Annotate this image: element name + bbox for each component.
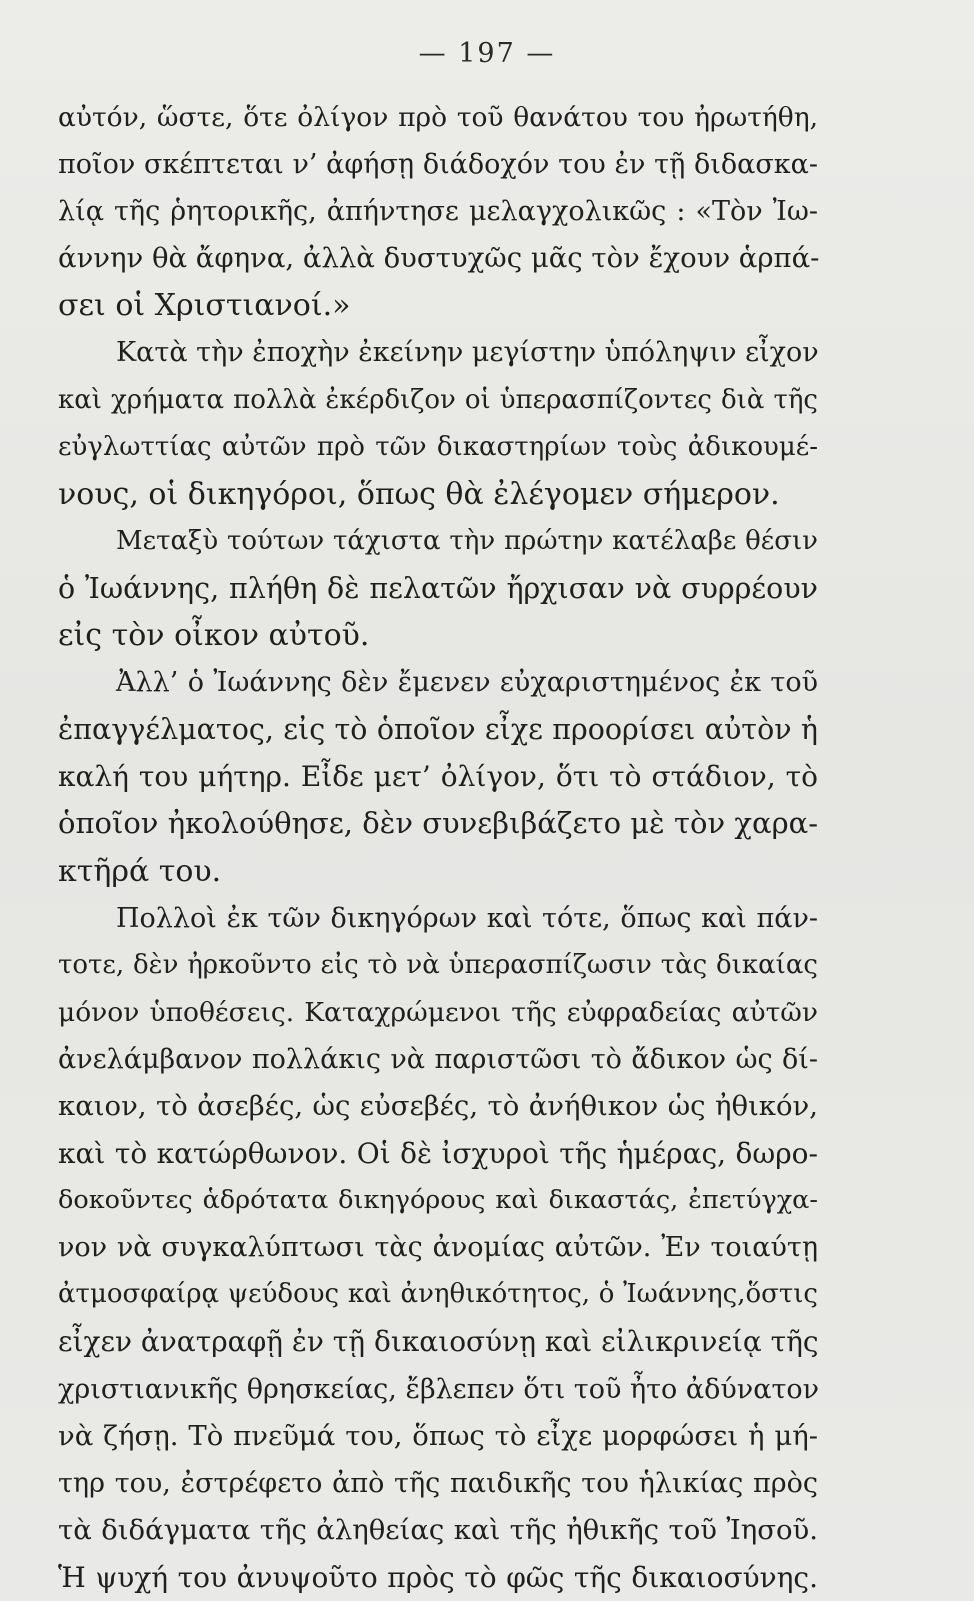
text-line: καὶ τὸ κατώρθωνον. Οἱ δὲ ἰσχυροὶ τῆς ἡμέρας, δωρο- (58, 1137, 818, 1171)
text-line: δοκοῦντες ἁδρότατα δικηγόρους καὶ δικαστάς, ἐπετύγχα- (58, 1185, 818, 1216)
text-line: κτῆρά του. (58, 853, 222, 889)
text-line: τηρ του, ἐστρέφετο ἀπὸ τῆς παιδικῆς του ἡλικίας πρὸς (58, 1467, 818, 1499)
page-number: — 197 — (418, 38, 556, 69)
text-line: νους, οἱ δικηγόροι, ὅπως θὰ ἐλέγομεν σήμερον. (58, 476, 780, 512)
body-text (58, 94, 818, 1601)
text-line: ποῖον σκέπτεται ν’ ἀφήσῃ διάδοχόν του ἐν τῇ διδασκα- (58, 149, 818, 181)
text-line: ὁποῖον ἠκολούθησε, δὲν συνεβιβάζετο μὲ τὸν χαρα- (58, 806, 818, 841)
text-line: νον νὰ συγκαλύπτωσι τὰς ἀνομίας αὐτῶν. Ἐν τοιαύτῃ (58, 1232, 818, 1264)
text-line: εὐγλωττίας αὐτῶν πρὸ τῶν δικαστηρίων τοὺς ἀδικουμέ- (58, 431, 818, 462)
text-line: ἐπαγγέλματος, εἰς τὸ ὁποῖον εἶχε προορίσει αὐτὸν ἡ (58, 713, 818, 747)
text-line: τοτε, δὲν ἠρκοῦντο εἰς τὸ νὰ ὑπερασπίζωσιν τὰς δικαίας (58, 949, 818, 980)
text-line: λίᾳ τῆς ῥητορικῆς, ἀπήντησε μελαγχολικῶς : «Τὸν Ἰω- (58, 196, 818, 228)
text-line: Κατὰ τὴν ἐποχὴν ἐκείνην μεγίστην ὑπόληψιν εἶχον (116, 337, 819, 369)
text-line: αὐτόν, ὥστε, ὅτε ὀλίγον πρὸ τοῦ θανάτου του ἠρωτήθη, (58, 102, 818, 133)
text-line: Μεταξὺ τούτων τάχιστα τὴν πρώτην κατέλαβε θέσιν (116, 525, 818, 556)
text-line: καλή του μήτηρ. Εἶδε μετ’ ὀλίγον, ὅτι τὸ στάδιον, τὸ (58, 760, 818, 794)
text-line: Ἡ ψυχή του ἀνυψοῦτο πρὸς τὸ φῶς τῆς δικαιοσύνης. (58, 1560, 818, 1594)
text-line: ἀτμοσφαίρᾳ ψεύδους καὶ ἀνηθικότητος, ὁ Ἰωάννης,ὅστις (58, 1279, 818, 1310)
text-line: καιον, τὸ ἀσεβές, ὡς εὐσεβές, τὸ ἀνήθικον ὡς ἠθικόν, (58, 1089, 818, 1122)
text-line: νὰ ζήσῃ. Τὸ πνεῦμά του, ὅπως τὸ εἶχε μορφώσει ἡ μή- (58, 1419, 818, 1452)
text-line: άννην θὰ ἄφηνα, ἀλλὰ δυστυχῶς μᾶς τὸν ἔχουν ἁρπά- (58, 242, 820, 275)
text-line: εἰς τὸν οἶκον αὐτοῦ. (58, 618, 370, 654)
text-line: ὁ Ἰωάννης, πλήθη δὲ πελατῶν ἤρχισαν νὰ συρρέουν (58, 571, 818, 605)
text-line: Πολλοὶ ἐκ τῶν δικηγόρων καὶ τότε, ὅπως καὶ πάν- (116, 902, 818, 934)
text-line: σει οἱ Χριστιανοί.» (58, 288, 351, 324)
text-line: μόνον ὑποθέσεις. Καταχρώμενοι τῆς εὐφραδείας αὐτῶν (58, 996, 818, 1028)
text-line: Ἀλλ’ ὁ Ἰωάννης δὲν ἔμενεν εὐχαριστημένος ἐκ τοῦ (116, 667, 818, 699)
text-line: καὶ χρήματα πολλὰ ἐκέρδιζον οἱ ὑπερασπίζοντες διὰ τῆς (58, 384, 818, 415)
text-line: χριστιανικῆς θρησκείας, ἔβλεπεν ὅτι τοῦ ἦτο ἀδύνατον (58, 1373, 820, 1405)
text-line: ἀνελάμβανον πολλάκις νὰ παριστῶσι τὸ ἄδικον ὡς δί- (58, 1043, 818, 1075)
text-line: τὰ διδάγματα τῆς ἀληθείας καὶ τῆς ἠθικῆς τοῦ Ἰησοῦ. (58, 1513, 818, 1546)
text-line: εἶχεν ἀνατραφῇ ἐν τῇ δικαιοσύνῃ καὶ εἰλικρινείᾳ τῆς (58, 1325, 819, 1359)
